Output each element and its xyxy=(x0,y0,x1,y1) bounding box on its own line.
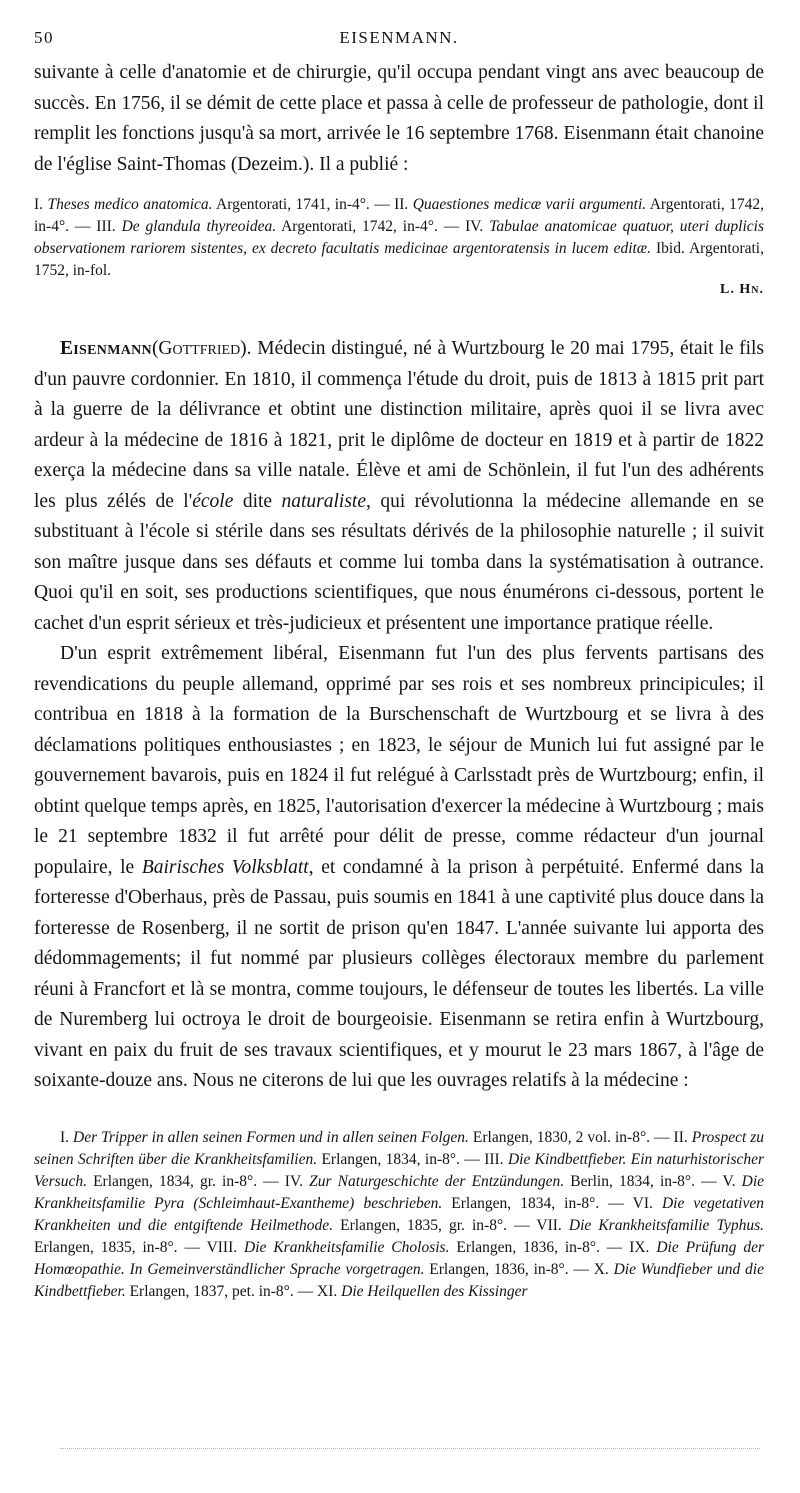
entry1-work-2: II. Quaestiones medicæ varii argumenti. Argentorati, 1742, in-4°. — xyxy=(34,196,765,235)
entry-headword: Eisenmann xyxy=(60,338,152,359)
entry2-bibliography xyxy=(34,1127,764,1303)
running-head xyxy=(34,28,764,58)
entry1-continuation-paragraph: suivante à celle d'anatomie et de chirurgie, qu'il occupa pendant vingt ans avec beaucoup de succès. En 1756, il se démit de cette place et passa à celle de professeur de pathologie, dont il remplit les fonctions jusqu'à sa mort, arrivée le 16 septembre 1768. Eisenmann était chanoine de l'église Saint-Thomas (Dezeim.). Il a publié : xyxy=(34,62,764,175)
entry1-work-3: III. De glandula thyreoidea. Argentorati, 1742, in-4°. — xyxy=(96,218,466,235)
entry2-work-9: IX. Die Prüfung der Homœopathie. In Gemeinverständlicher Sprache vorgetragen. Erlangen, 1836, in-8°. — xyxy=(34,1238,764,1278)
entry2-work-3: III. Die Kindbettfieber. Ein naturhistorischer Versuch. Erlangen, 1834, gr. in-8°. — xyxy=(34,1150,765,1190)
entry1-work-4: IV. Tabulae anatomicae quatuor, uteri duplicis observationem rariorem sistentes, ex decreto facultatis medicinae argentoratensis in lucem editæ. Ibid. Argentorati, 1752, in-fol. xyxy=(34,218,765,279)
entry2-paragraph-2: D'un esprit extrêmement libéral, Eisenmann fut l'un des plus fervents partisans des revendications du peuple allemand, opprimé par ses rois et ses nombreux principicules; il contribua en 1818 à la formation de la Burschenschaft de Wurtzbourg et se livra à des déclamations politiques enthousiastes ; en 1823, le séjour de Munich lui fut assigné par le gouvernement bavarois, puis en 1824 il fut relégué à Carlsstadt près de Wurtzbourg; enfin, il obtint quelque temps après, en 1825, l'autorisation d'exercer la médecine à Wurtzbourg ; mais le 21 septembre 1832 il fut arrêté pour délit de presse, comme rédacteur d'un journal populaire, le Bairisches Volksblatt, et condamné à la prison à perpétuité. Enfermé dans la forteresse d'Oberhaus, près de Passau, puis soumis en 1841 à une captivité plus douce dans la forteresse de Rosenberg, il ne sortit de prison qu'en 1847. L'année suivante lui apporta des dédommagements; il fut nommé par plusieurs collèges électoraux membre du parlement réuni à Francfort et là se montra, comme toujours, le défenseur de toutes les libertés. La ville de Nuremberg lui octroya le droit de bourgeoisie. Eisenmann se retira enfin à Wurtzbourg, vivant en paix du fruit de ses travaux scientifiques, et y mourut le 23 mars 1867, à l'âge de soixante-douze ans. Nous ne citerons de lui que les ouvrages relatifs à la médecine : xyxy=(34,643,764,1091)
entry2-paragraph-1: Eisenmann(Gottfried). Médecin distingué, né à Wurtzbourg le 20 mai 1795, était le fils d'un pauvre cordonnier. En 1810, il commença l'étude du droit, puis de 1813 à 1815 prit part à la guerre de la délivrance et obtint une distinction militaire, après quoi il se livra avec ardeur à la médecine de 1816 à 1821, prit le diplôme de docteur en 1819 et à partir de 1822 exerça la médecine dans sa ville natale. Élève et ami de Schönlein, il fut l'un des adhérents les plus zélés de l'école dite naturaliste, qui révolutionna la médecine allemande en se substituant à l'école si stérile dans ses résultats dérivés de la philosophie naturelle ; il suivit son maître jusque dans ses défauts et comme lui tomba dans la systématisation à outrance. Quoi qu'il en soit, ses productions scientifiques, que nous énumérons ci-dessous, portent le cachet d'un esprit sérieux et très-judicieux et présentent une importance pratique réelle. xyxy=(34,338,764,634)
entry2-work-10: X. Die Wundfieber und die Kindbettfieber. Erlangen, 1837, pet. in-8°. — xyxy=(34,1260,764,1300)
entry2-work-8: VIII. Die Krankheitsfamilie Cholosis. Erlangen, 1836, in-8°. — xyxy=(206,1238,630,1256)
entry2-work-4: IV. Zur Naturgeschichte der Entzündungen. Berlin, 1834, in-8°. — xyxy=(284,1172,723,1190)
entry1-work-1: I. Theses medico anatomica. Argentorati, 1741, in-4°. — xyxy=(34,196,395,213)
entry1-bibliography xyxy=(34,194,764,282)
entry2-work-6: VI. Die vegetativen Krankheiten und die entgiftende Heilmethode. Erlangen, 1835, gr. in-8°. — xyxy=(34,1194,764,1234)
page-number: 50 xyxy=(34,28,54,47)
entry2-work-5: V. Die Krankheitsfamilie Pyra (Schleimhaut-Exantheme) beschrieben. Erlangen, 1834, in-8°. — xyxy=(34,1172,765,1212)
header-title: EISENMANN. xyxy=(339,28,459,47)
entry-given-name: (Gottfried). xyxy=(151,338,252,359)
emphasis-naturaliste: naturaliste xyxy=(281,490,367,512)
entry2-work-1: I. Der Tripper in allen seinen Formen und in allen seinen Folgen. Erlangen, 1830, 2 vol. in-8°. — xyxy=(60,1128,674,1146)
emphasis-ecole: école xyxy=(192,490,234,512)
entry2-work-2: II. Prospect zu seinen Schriften über die Krankheitsfamilien. Erlangen, 1834, in-8°. — xyxy=(34,1128,765,1168)
author-signature: L. Hn. xyxy=(720,282,764,297)
bottom-rule xyxy=(60,1448,760,1449)
journal-title: Bairisches Volksblatt xyxy=(141,856,309,878)
entry2-work-7: VII. Die Krankheitsfamilie Typhus. Erlangen, 1835, in-8°. — xyxy=(34,1216,764,1256)
entry2-work-11: XI. Die Heilquellen des Kissinger xyxy=(317,1282,528,1300)
